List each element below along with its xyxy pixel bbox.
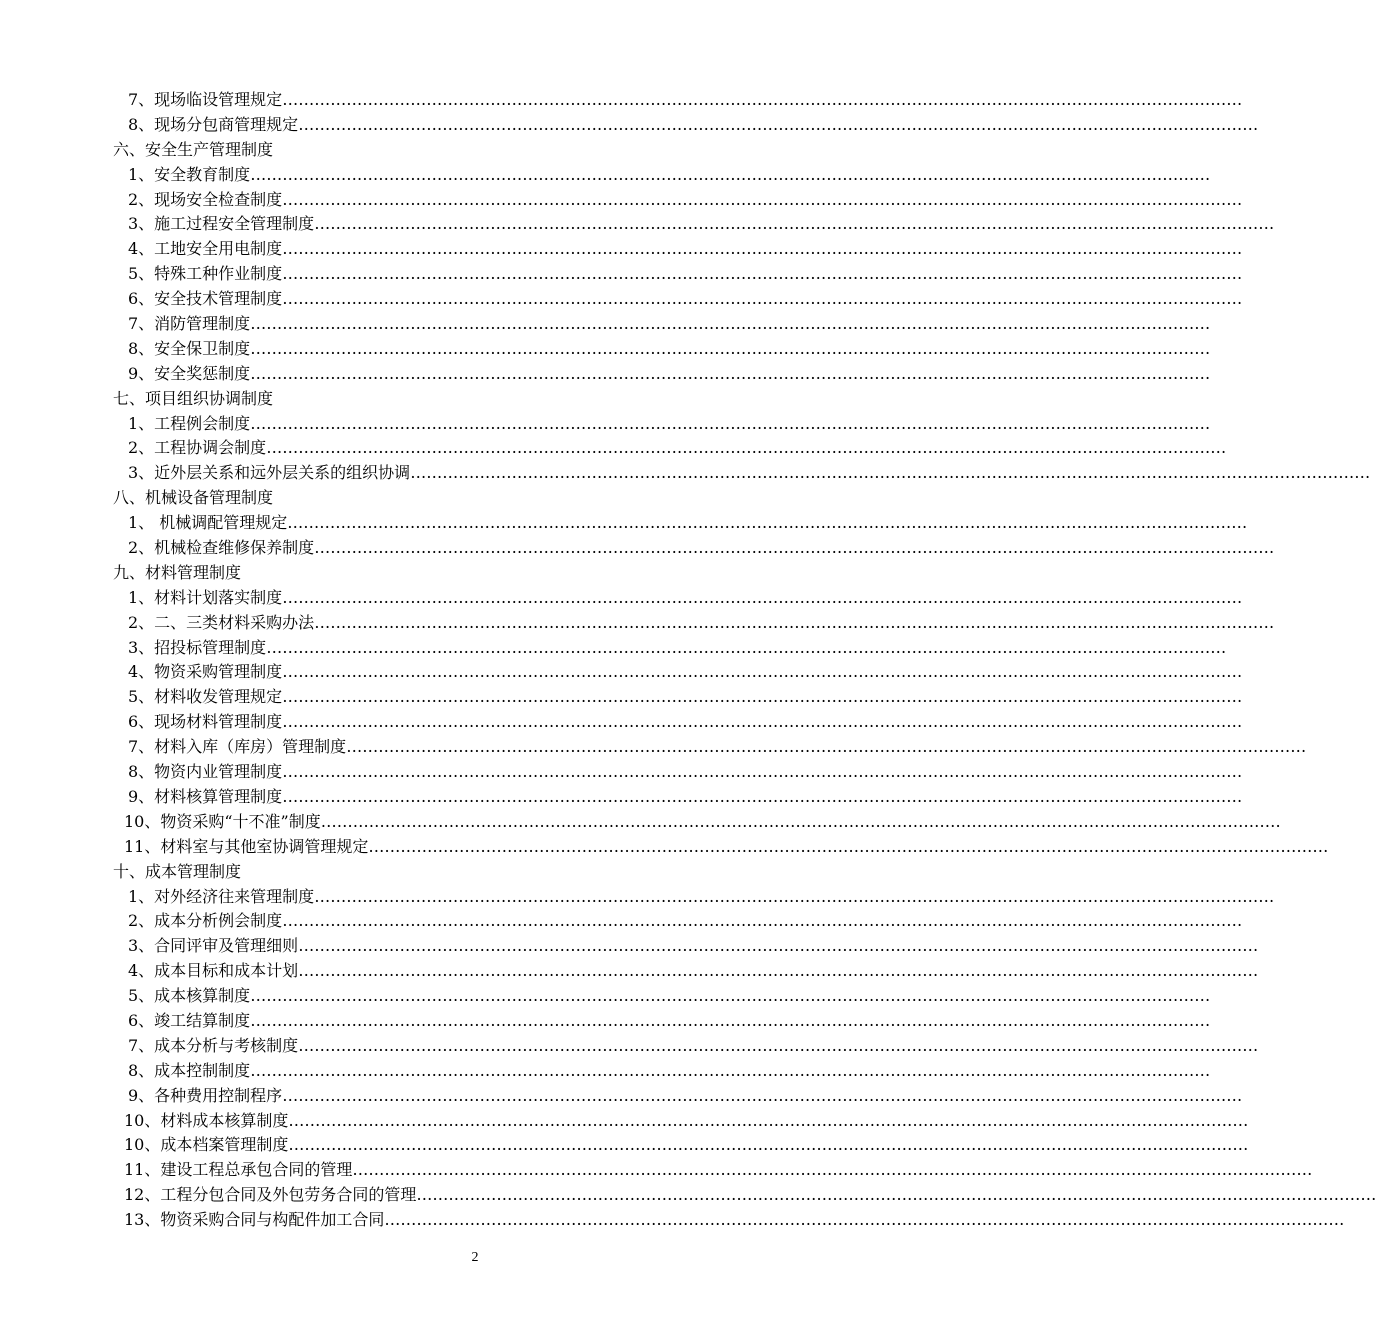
toc-entry	[0, 1109, 1249, 1134]
toc-heading	[0, 138, 950, 163]
toc-entry-label: 2、机械检查维修保养制度	[128, 538, 315, 558]
toc-heading-label: 八、机械设备管理制度	[113, 488, 274, 508]
toc-entry-label: 1、材料计划落实制度	[128, 587, 283, 607]
toc-entry	[0, 984, 1211, 1009]
dot-leader: ………………………………………………………………………………………………………………………………………………………………	[352, 1160, 1313, 1180]
toc-entry	[0, 436, 1227, 461]
toc-heading	[0, 486, 950, 511]
dot-leader: ………………………………………………………………………………………………………………………………………………………………	[282, 712, 1243, 732]
table-of-contents	[0, 88, 1376, 1233]
toc-entry-label: 2、工程协调会制度	[128, 438, 267, 458]
toc-entry	[0, 1208, 1345, 1233]
toc-entry-label: 1、对外经济往来管理制度	[128, 886, 315, 906]
toc-entry	[0, 163, 1211, 188]
toc-entry	[0, 785, 1243, 810]
toc-entry	[0, 909, 1243, 934]
dot-leader: ………………………………………………………………………………………………………………………………………………………………	[298, 1035, 1259, 1055]
toc-entry	[0, 1084, 1243, 1109]
toc-entry	[0, 760, 1243, 785]
dot-leader: ………………………………………………………………………………………………………………………………………………………………	[282, 662, 1243, 682]
dot-leader: ………………………………………………………………………………………………………………………………………………………………	[282, 264, 1243, 284]
dot-leader: ………………………………………………………………………………………………………………………………………………………………	[298, 936, 1259, 956]
toc-entry	[0, 312, 1211, 337]
toc-entry-label: 1、 机械调配管理规定	[128, 513, 288, 533]
toc-entry-label: 7、现场临设管理规定	[128, 90, 283, 109]
dot-leader: ………………………………………………………………………………………………………………………………………………………………	[250, 164, 1211, 184]
dot-leader: ………………………………………………………………………………………………………………………………………………………………	[320, 811, 1281, 831]
toc-entry	[0, 959, 1259, 984]
toc-entry-label: 6、现场材料管理制度	[128, 712, 283, 732]
toc-entry	[0, 1183, 1376, 1208]
toc-entry-label: 5、材料收发管理规定	[128, 687, 283, 707]
dot-leader: ………………………………………………………………………………………………………………………………………………………………	[250, 338, 1211, 358]
toc-entry-label: 8、物资内业管理制度	[128, 762, 283, 782]
dot-leader: ………………………………………………………………………………………………………………………………………………………………	[298, 961, 1259, 981]
toc-entry-label: 11、建设工程总承包合同的管理	[124, 1160, 353, 1180]
toc-entry-label: 10、材料成本核算制度	[124, 1110, 289, 1130]
dot-leader: ………………………………………………………………………………………………………………………………………………………………	[282, 90, 1243, 109]
toc-entry-label: 9、各种费用控制程序	[128, 1085, 283, 1105]
toc-heading-label: 九、材料管理制度	[113, 562, 242, 582]
toc-entry	[0, 1034, 1259, 1059]
toc-entry-label: 3、招投标管理制度	[128, 637, 267, 657]
dot-leader: ………………………………………………………………………………………………………………………………………………………………	[266, 438, 1227, 458]
toc-entry	[0, 262, 1243, 287]
toc-entry-label: 8、成本控制制度	[128, 1060, 251, 1080]
toc-entry	[0, 511, 1248, 536]
dot-leader: ………………………………………………………………………………………………………………………………………………………………	[314, 612, 1275, 632]
dot-leader: ………………………………………………………………………………………………………………………………………………………………	[287, 513, 1248, 533]
dot-leader: ………………………………………………………………………………………………………………………………………………………………	[250, 314, 1211, 334]
dot-leader: ………………………………………………………………………………………………………………………………………………………………	[346, 737, 1307, 757]
dot-leader: ………………………………………………………………………………………………………………………………………………………………	[282, 587, 1243, 607]
dot-leader: ………………………………………………………………………………………………………………………………………………………………	[282, 762, 1243, 782]
toc-entry	[0, 660, 1243, 685]
toc-entry-label: 6、安全技术管理制度	[128, 289, 283, 309]
toc-entry-label: 12、工程分包合同及外包劳务合同的管理	[124, 1185, 417, 1205]
toc-entry	[0, 461, 1371, 486]
dot-leader: ………………………………………………………………………………………………………………………………………………………………	[384, 1210, 1345, 1230]
toc-heading-label: 六、安全生产管理制度	[113, 139, 274, 159]
toc-entry-label: 7、成本分析与考核制度	[128, 1035, 299, 1055]
dot-leader: ………………………………………………………………………………………………………………………………………………………………	[266, 637, 1227, 657]
toc-entry	[0, 1059, 1211, 1084]
toc-entry-label: 10、成本档案管理制度	[124, 1135, 289, 1155]
toc-entry-label: 9、安全奖惩制度	[128, 363, 251, 383]
toc-heading	[0, 860, 950, 885]
dot-leader: ………………………………………………………………………………………………………………………………………………………………	[288, 1110, 1249, 1130]
toc-heading-label: 七、项目组织协调制度	[113, 388, 274, 408]
toc-entry	[0, 237, 1243, 262]
dot-leader: ………………………………………………………………………………………………………………………………………………………………	[282, 911, 1243, 931]
toc-entry-label: 2、现场安全检查制度	[128, 189, 283, 209]
toc-entry-label: 7、材料入库（库房）管理制度	[128, 737, 347, 757]
toc-entry	[0, 636, 1227, 661]
dot-leader: ………………………………………………………………………………………………………………………………………………………………	[282, 786, 1243, 806]
toc-entry-label: 1、工程例会制度	[128, 413, 251, 433]
toc-entry	[0, 337, 1211, 362]
dot-leader: ………………………………………………………………………………………………………………………………………………………………	[282, 1085, 1243, 1105]
toc-entry	[0, 412, 1211, 437]
dot-leader: ………………………………………………………………………………………………………………………………………………………………	[250, 1010, 1211, 1030]
dot-leader: ………………………………………………………………………………………………………………………………………………………………	[250, 1060, 1211, 1080]
toc-entry	[0, 611, 1275, 636]
toc-entry	[0, 1009, 1211, 1034]
toc-entry-label: 1、安全教育制度	[128, 164, 251, 184]
toc-entry	[0, 934, 1259, 959]
toc-entry	[0, 287, 1243, 312]
toc-entry-label: 4、物资采购管理制度	[128, 662, 283, 682]
toc-entry-label: 5、成本核算制度	[128, 986, 251, 1006]
dot-leader: ………………………………………………………………………………………………………………………………………………………………	[282, 239, 1243, 259]
toc-heading-label: 十、成本管理制度	[113, 861, 242, 881]
toc-entry-label: 5、特殊工种作业制度	[128, 264, 283, 284]
page-number: 2	[471, 1250, 479, 1265]
toc-entry-label: 13、物资采购合同与构配件加工合同	[124, 1210, 385, 1230]
toc-entry	[0, 810, 1281, 835]
toc-entry	[0, 1133, 1249, 1158]
dot-leader: ………………………………………………………………………………………………………………………………………………………………	[250, 986, 1211, 1006]
toc-entry-label: 8、现场分包商管理规定	[128, 114, 299, 134]
dot-leader: ………………………………………………………………………………………………………………………………………………………………	[282, 687, 1243, 707]
toc-entry-label: 2、二、三类材料采购办法	[128, 612, 315, 632]
toc-entry	[0, 710, 1243, 735]
toc-entry-label: 6、竣工结算制度	[128, 1010, 251, 1030]
toc-entry	[0, 88, 1243, 113]
dot-leader: ………………………………………………………………………………………………………………………………………………………………	[314, 886, 1275, 906]
dot-leader: ………………………………………………………………………………………………………………………………………………………………	[314, 538, 1275, 558]
toc-entry	[0, 212, 1275, 237]
toc-entry-label: 3、施工过程安全管理制度	[128, 214, 315, 234]
dot-leader: ………………………………………………………………………………………………………………………………………………………………	[314, 214, 1275, 234]
toc-entry-label: 10、物资采购“十不准”制度	[124, 811, 321, 831]
dot-leader: ………………………………………………………………………………………………………………………………………………………………	[410, 463, 1371, 483]
toc-entry	[0, 362, 1211, 387]
dot-leader: ………………………………………………………………………………………………………………………………………………………………	[416, 1185, 1376, 1205]
dot-leader: ………………………………………………………………………………………………………………………………………………………………	[368, 836, 1329, 856]
toc-entry	[0, 536, 1275, 561]
toc-entry	[0, 835, 1329, 860]
toc-entry-label: 7、消防管理制度	[128, 314, 251, 334]
toc-entry-label: 9、材料核算管理制度	[128, 786, 283, 806]
toc-entry	[0, 1158, 1313, 1183]
toc-entry	[0, 685, 1243, 710]
toc-entry	[0, 885, 1275, 910]
dot-leader: ………………………………………………………………………………………………………………………………………………………………	[282, 289, 1243, 309]
toc-entry-label: 8、安全保卫制度	[128, 338, 251, 358]
dot-leader: ………………………………………………………………………………………………………………………………………………………………	[288, 1135, 1249, 1155]
dot-leader: ………………………………………………………………………………………………………………………………………………………………	[250, 363, 1211, 383]
dot-leader: ………………………………………………………………………………………………………………………………………………………………	[298, 114, 1259, 134]
toc-entry	[0, 188, 1243, 213]
toc-entry-label: 11、材料室与其他室协调管理规定	[124, 836, 369, 856]
toc-entry-label: 4、工地安全用电制度	[128, 239, 283, 259]
toc-heading	[0, 561, 950, 586]
toc-entry-label: 2、成本分析例会制度	[128, 911, 283, 931]
dot-leader: ………………………………………………………………………………………………………………………………………………………………	[250, 413, 1211, 433]
toc-heading	[0, 387, 950, 412]
toc-entry-label: 3、合同评审及管理细则	[128, 936, 299, 956]
toc-entry	[0, 586, 1243, 611]
toc-entry	[0, 735, 1307, 760]
toc-entry-label: 4、成本目标和成本计划	[128, 961, 299, 981]
toc-entry-label: 3、近外层关系和远外层关系的组织协调	[128, 463, 411, 483]
toc-entry	[0, 113, 1259, 138]
dot-leader: ………………………………………………………………………………………………………………………………………………………………	[282, 189, 1243, 209]
